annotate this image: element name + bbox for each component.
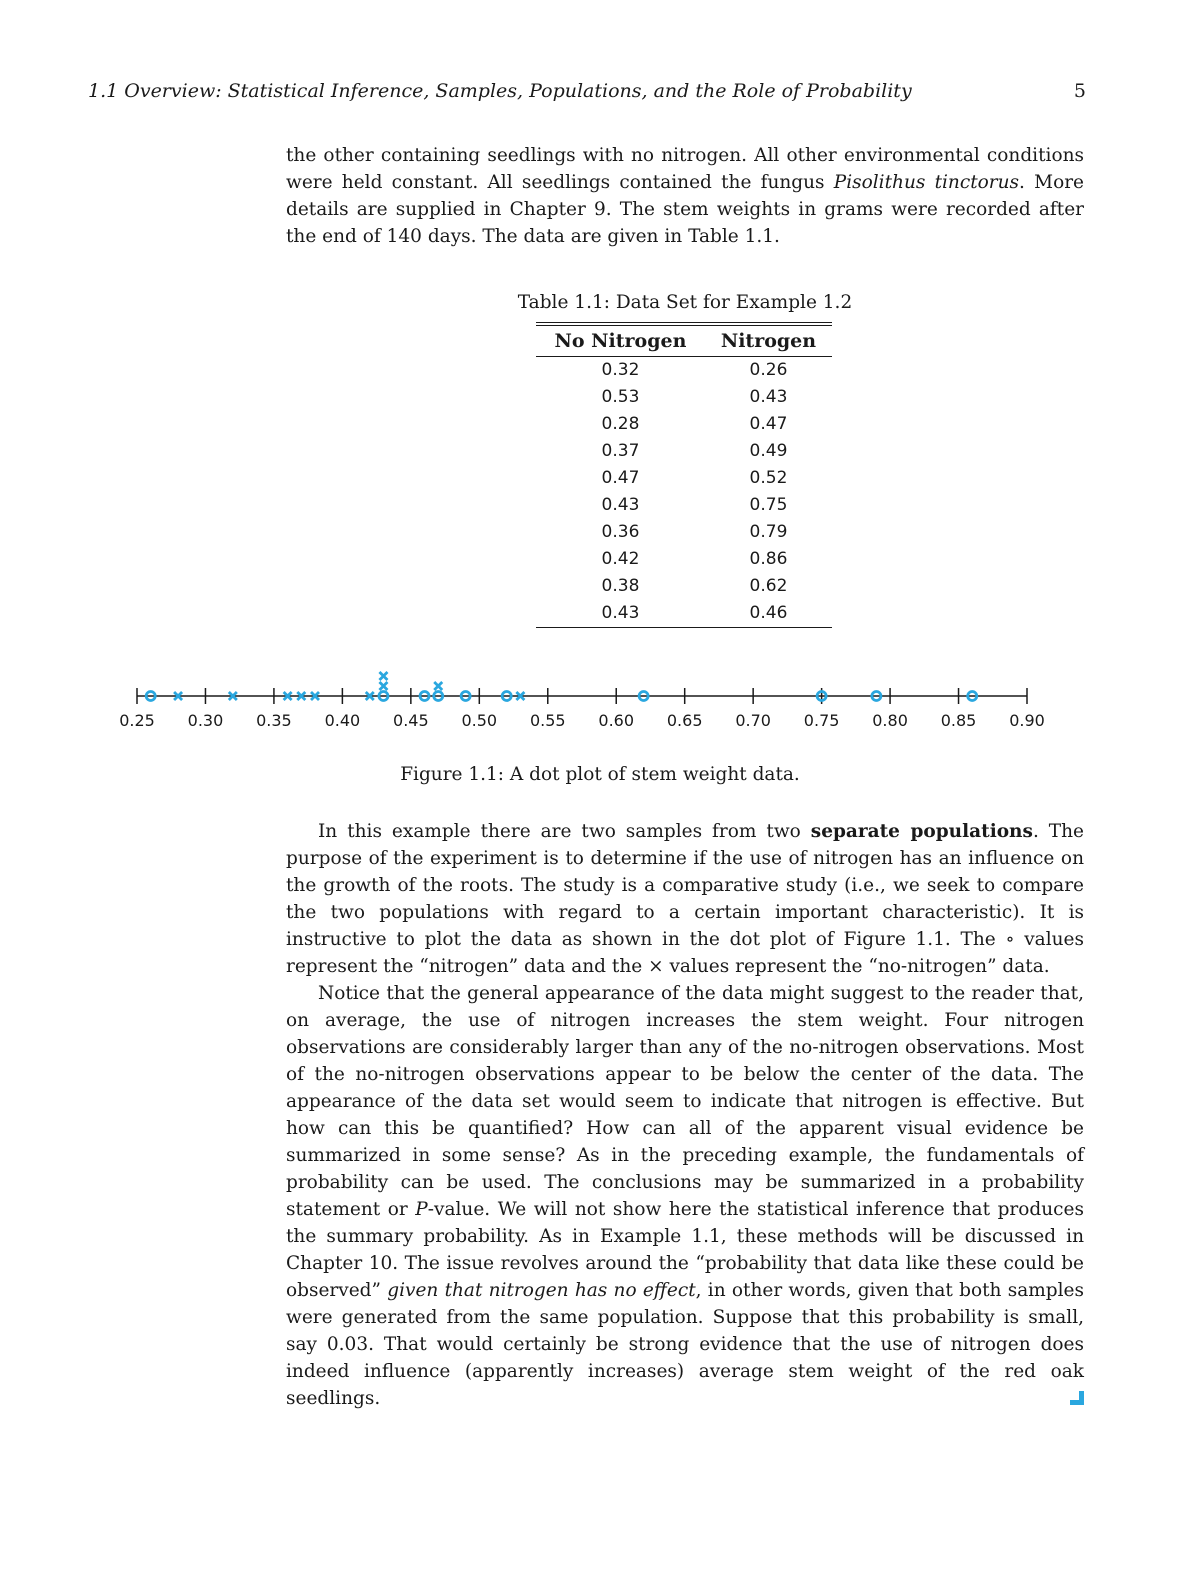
- table-cell: 0.47: [601, 468, 640, 488]
- table-row: [536, 438, 832, 465]
- p1-text-b: . The purpose of the experiment is to determine if the use of nitrogen has an influence on the growth of the roots. The study is a comparative study (i.e., we seek to compare the two populations with regard to a certain important characteristic). It is instructive to plot the data as shown in the dot plot of Figure 1.1. The ∘ values represent the “nitrogen” data and the × values represent the “no-nitrogen” data.: [286, 821, 1084, 977]
- x-tick-label: 0.35: [256, 711, 292, 730]
- p-symbol: P: [415, 1199, 428, 1220]
- p2-text-a: Notice that the general appearance of the data might suggest to the reader that, on average, the use of nitrogen increases the stem weight. Four nitrogen observations are considerably larger than any of the no-nitrogen observations. Most of the no-nitrogen observations appear to be below the center of the data. The appearance of the data set would seem to indicate that nitrogen is effective. But how can this be quantified? How can all of the apparent visual evidence be summarized in some sense? As in the preceding example, the fundamentals of probability can be used. The conclusions may be summarized in a probability statement or: [286, 983, 1084, 1220]
- dot-plot: [0, 650, 1200, 750]
- table-row: [536, 573, 832, 600]
- table-cell: 0.75: [749, 495, 788, 515]
- table-cell: 0.52: [749, 468, 788, 488]
- column-header-no-nitrogen: No Nitrogen: [536, 324, 705, 357]
- data-table: [536, 322, 832, 628]
- section-title: 1.1 Overview: Statistical Inference, Samples, Populations, and the Role of Probability: [88, 80, 912, 102]
- no-nitrogen-point: [434, 682, 442, 690]
- table-cell: 0.28: [601, 414, 640, 434]
- table-cell: 0.53: [601, 387, 640, 407]
- x-tick-label: 0.75: [803, 711, 840, 730]
- paragraph-1: [286, 818, 1084, 980]
- table-cell: 0.43: [749, 387, 788, 407]
- x-tick-label: 0.80: [872, 711, 908, 730]
- x-tick-label: 0.65: [666, 711, 703, 730]
- no-nitrogen-point: [379, 672, 387, 680]
- x-tick-label: 0.30: [187, 711, 224, 730]
- table-row: [536, 600, 832, 628]
- figure-caption: Figure 1.1: A dot plot of stem weight data.: [400, 764, 800, 785]
- table-cell: 0.43: [601, 495, 640, 515]
- table-row: [536, 465, 832, 492]
- p2-text-b: -value. We will not show here the statistical inference that produces the summary probability. As in Example 1.1, these methods will be discussed in Chapter 10. The issue revolves around the “probability that data like these could be observed”: [286, 1199, 1084, 1301]
- table-row: [536, 519, 832, 546]
- x-tick-label: 0.55: [529, 711, 566, 730]
- table-cell: 0.43: [536, 600, 705, 628]
- x-tick-label: 0.60: [598, 711, 635, 730]
- intro-paragraph: [286, 142, 1084, 250]
- species-name: Pisolithus tinctorus: [833, 172, 1020, 193]
- table-cell: 0.32: [601, 360, 640, 380]
- p2-text-c: , in other words, given that both samples were generated from the same population. Suppose that this probability is small, say 0.03. That would certainly be strong evidence that the use of nitrogen does indeed influence (apparently increases) average stem weight of the red oak seedlings.: [286, 1280, 1084, 1409]
- table-row: [536, 411, 832, 438]
- column-header-nitrogen: Nitrogen: [705, 324, 832, 357]
- running-head: [88, 80, 1086, 102]
- table-row: [536, 546, 832, 573]
- table-caption: Table 1.1: Data Set for Example 1.2: [517, 292, 853, 313]
- x-tick-label: 0.50: [461, 711, 498, 730]
- table-cell: 0.49: [749, 441, 788, 461]
- intro-text-1: the other containing seedlings with no nitrogen. All other environmental conditions were held constant. All seedlings contained the fungus: [286, 145, 1084, 193]
- x-tick-label: 0.40: [324, 711, 361, 730]
- table-cell: 0.37: [601, 441, 640, 461]
- table-cell: 0.79: [749, 522, 788, 542]
- table-cell: 0.38: [601, 576, 640, 596]
- x-tick-label: 0.25: [119, 711, 155, 730]
- table-cell: 0.42: [601, 549, 640, 569]
- end-of-example-icon: [1070, 1391, 1084, 1405]
- page-number: 5: [1073, 80, 1086, 102]
- no-nitrogen-point: [379, 682, 387, 690]
- intro-text-2: . More details are supplied in Chapter 9. The stem weights in grams were recorded after the end of 140 days. The data are given in Table 1.1.: [286, 172, 1084, 247]
- table-cell: 0.26: [749, 360, 788, 380]
- x-tick-label: 0.45: [393, 711, 429, 730]
- table-row: [536, 357, 832, 385]
- p2-italic: given that nitrogen has no effect: [387, 1280, 696, 1301]
- table-cell: 0.46: [705, 600, 832, 628]
- table-cell: 0.36: [601, 522, 640, 542]
- table-cell: 0.86: [749, 549, 788, 569]
- p1-bold: separate populations: [810, 821, 1033, 842]
- x-tick-label: 0.85: [940, 711, 977, 730]
- x-tick-label: 0.70: [735, 711, 771, 730]
- table-cell: 0.47: [749, 414, 788, 434]
- discussion: [286, 818, 1084, 1412]
- table-cell: 0.62: [749, 576, 788, 596]
- x-tick-label: 0.90: [1009, 711, 1045, 730]
- paragraph-2: [286, 980, 1084, 1412]
- p1-text-a: In this example there are two samples from two: [318, 821, 811, 842]
- table-row: [536, 384, 832, 411]
- table-row: [536, 492, 832, 519]
